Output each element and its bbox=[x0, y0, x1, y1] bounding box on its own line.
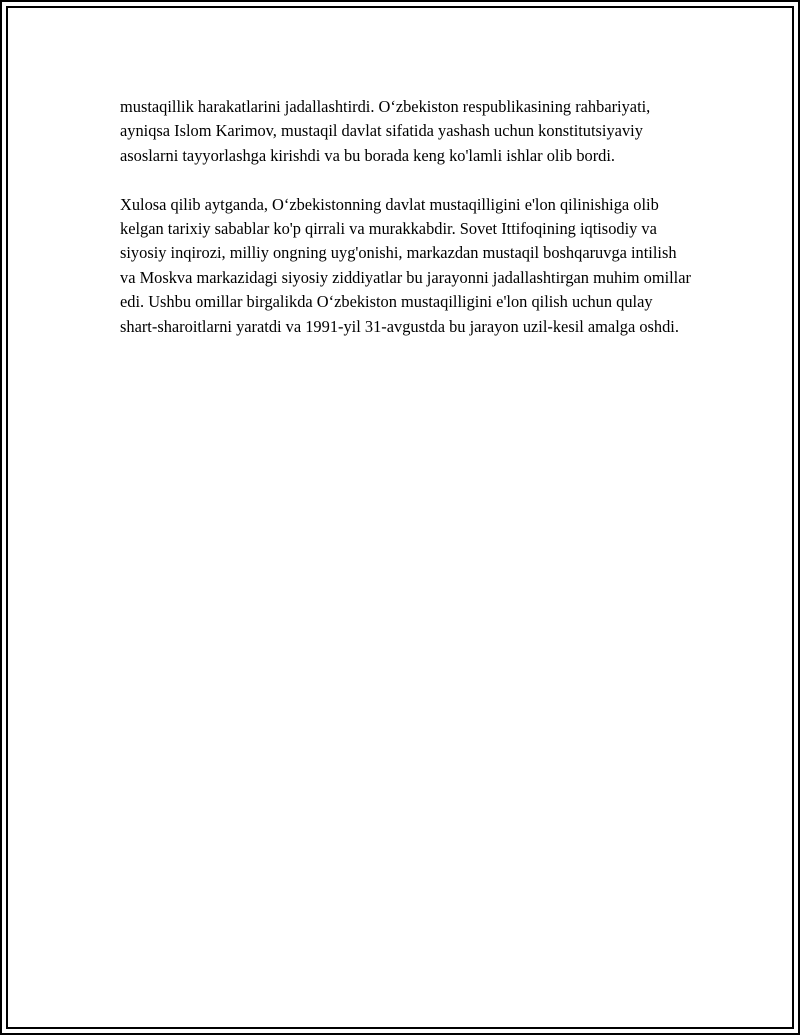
paragraph-2: Xulosa qilib aytganda, O‘zbekistonning davlat mustaqilligini e'lon qilinishiga olib kelgan tarixiy sabablar ko'p qirrali va murakkabdir. Sovet Ittifoqining iqtisodiy va siyosiy inqirozi, milliy ongning uyg'onishi, markazdan mustaqil boshqaruvga intilish va Moskva markazidagi siyosiy ziddiyatlar bu jarayonni jadallashtirgan muhim omillar edi. Ushbu omillar birgalikda O‘zbekiston mustaqilligini e'lon qilish uchun qulay shart-sharoitlarni yaratdi va 1991-yil 31-avgustda bu jarayon uzil-kesil amalga oshdi. bbox=[120, 194, 691, 336]
paragraph-1: mustaqillik harakatlarini jadallashtirdi. O‘zbekiston respublikasining rahbariyati, ayniqsa Islom Karimov, mustaqil davlat sifatida yashash uchun konstitutsiyaviy asoslarni tayyorlashga kirishdi va bu borada keng ko'lamli ishlar olib bordi. bbox=[120, 97, 651, 165]
document-body bbox=[120, 95, 692, 339]
